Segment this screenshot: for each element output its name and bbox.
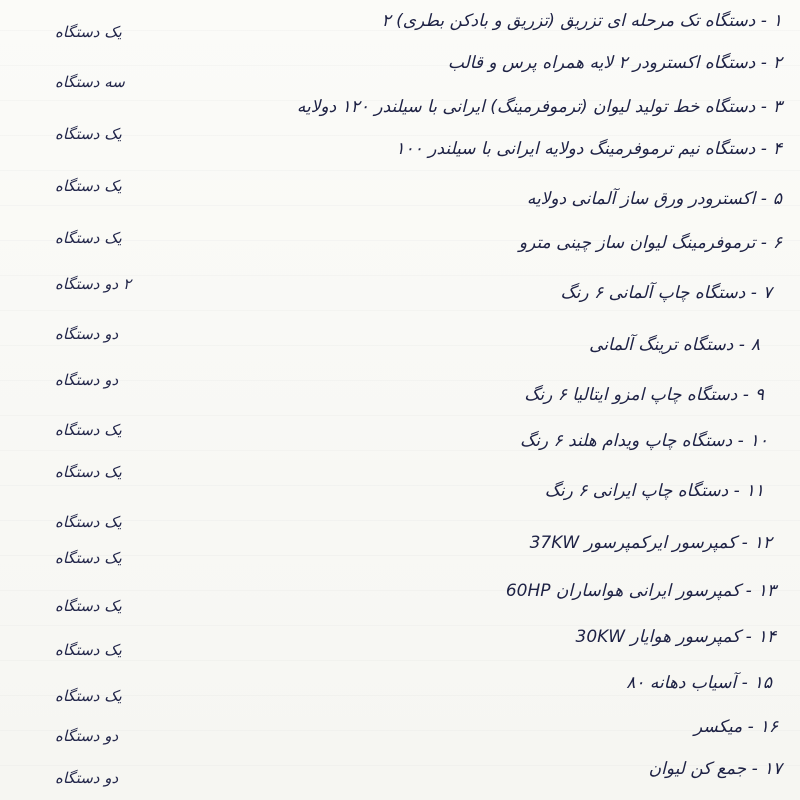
item-quantity: یک دستگاه [55,513,122,531]
item-number: ۹ [754,385,764,405]
list-item-15 [626,672,772,694]
item-text: دستگاه ترینگ آلمانی [589,335,734,355]
item-dash: - [755,233,767,253]
item-quantity: یک دستگاه [55,421,122,439]
list-item-6 [519,232,782,254]
item-number: ۱۱ [745,481,764,501]
item-text: کمپرسور ایرانی هواساران 60HP [505,581,741,601]
item-quantity: یک دستگاه [55,597,122,615]
item-dash: - [740,627,752,647]
item-quantity: یک دستگاه [55,641,122,659]
list-item-7 [560,282,772,304]
item-number: ۱۷ [763,759,782,779]
item-dash: - [728,481,740,501]
item-number: ۱۰ [749,431,768,451]
item-text: دستگاه تک مرحله ای تزریق (تزریق و بادکن بطری) ۲ [381,11,756,31]
list-item-12 [530,532,772,554]
item-quantity: دو دستگاه [55,769,119,787]
item-dash: - [740,581,752,601]
item-number: ۱۶ [759,717,778,737]
item-dash: - [733,335,745,355]
item-text: ترموفرمینگ لیوان ساز چینی مترو [518,233,756,253]
item-quantity: یک دستگاه [55,23,122,41]
item-text: میکسر [694,717,743,737]
item-dash: - [736,673,748,693]
item-text: اکسترودر ورق ساز آلمانی دولایه [526,189,756,209]
item-dash: - [736,533,748,553]
list-item-4 [395,138,782,160]
list-item-5 [527,188,782,210]
item-text: دستگاه خط تولید لیوان (ترموفرمینگ) ایرانی با سیلندر ۱۲۰ دولایه [296,97,756,117]
list-item-10 [520,430,768,452]
item-number: ۸ [750,335,760,355]
item-number: ۳ [772,97,782,117]
item-text: دستگاه نیم ترموفرمینگ دولایه ایرانی با سیلندر ۱۰۰ [395,139,756,159]
item-number: ۶ [772,233,782,253]
list-item-11 [545,480,764,502]
item-dash: - [732,431,744,451]
item-number: ۷ [762,283,772,303]
item-dash: - [745,283,757,303]
item-number: ۱۲ [753,533,772,553]
item-dash: - [742,717,754,737]
item-quantity: یک دستگاه [55,549,122,567]
item-quantity: دو دستگاه [55,727,119,745]
item-number: ۵ [772,189,782,209]
list-item-14 [576,626,776,648]
item-quantity: یک دستگاه [55,177,122,195]
item-quantity: یک دستگاه [55,687,122,705]
item-number: ۱۳ [757,581,776,601]
item-number: ۴ [772,139,782,159]
item-dash: - [737,385,749,405]
list-item-1 [382,10,782,32]
list-item-13 [506,580,776,602]
list-item-17 [649,758,782,780]
list-item-2 [448,52,782,74]
item-text: کمپرسور هوایار 30KW [575,627,741,647]
item-number: ۲ [772,53,782,73]
list-item-16 [694,716,778,738]
item-text: دستگاه چاپ آلمانی ۶ رنگ [560,283,746,303]
item-text: دستگاه چاپ ایرانی ۶ رنگ [544,481,729,501]
item-dash: - [746,759,758,779]
item-dash: - [755,97,767,117]
item-text: دستگاه چاپ امزو ایتالیا ۶ رنگ [524,385,738,405]
item-text: دستگاه اکسترودر ۲ لایه همراه پرس و قالب [447,53,756,73]
item-number: ۱۴ [757,627,776,647]
list-item-8 [589,334,760,356]
item-quantity: دو دستگاه [55,371,119,389]
item-text: جمع کن لیوان [648,759,747,779]
item-dash: - [755,139,767,159]
item-quantity: ۲ دو دستگاه [55,275,132,293]
item-number: ۱ [772,11,782,31]
item-text: کمپرسور ایرکمپرسور 37KW [529,533,737,553]
list-item-3 [297,96,782,118]
item-number: ۱۵ [753,673,772,693]
item-quantity: دو دستگاه [55,325,119,343]
item-quantity: سه دستگاه [55,73,125,91]
item-quantity: یک دستگاه [55,229,122,247]
item-dash: - [755,189,767,209]
item-text: آسیاب دهانه ۸۰ [626,673,737,693]
item-dash: - [755,53,767,73]
item-text: دستگاه چاپ ویدام هلند ۶ رنگ [519,431,733,451]
list-item-9 [524,384,764,406]
item-dash: - [755,11,767,31]
item-quantity: یک دستگاه [55,125,122,143]
item-quantity: یک دستگاه [55,463,122,481]
